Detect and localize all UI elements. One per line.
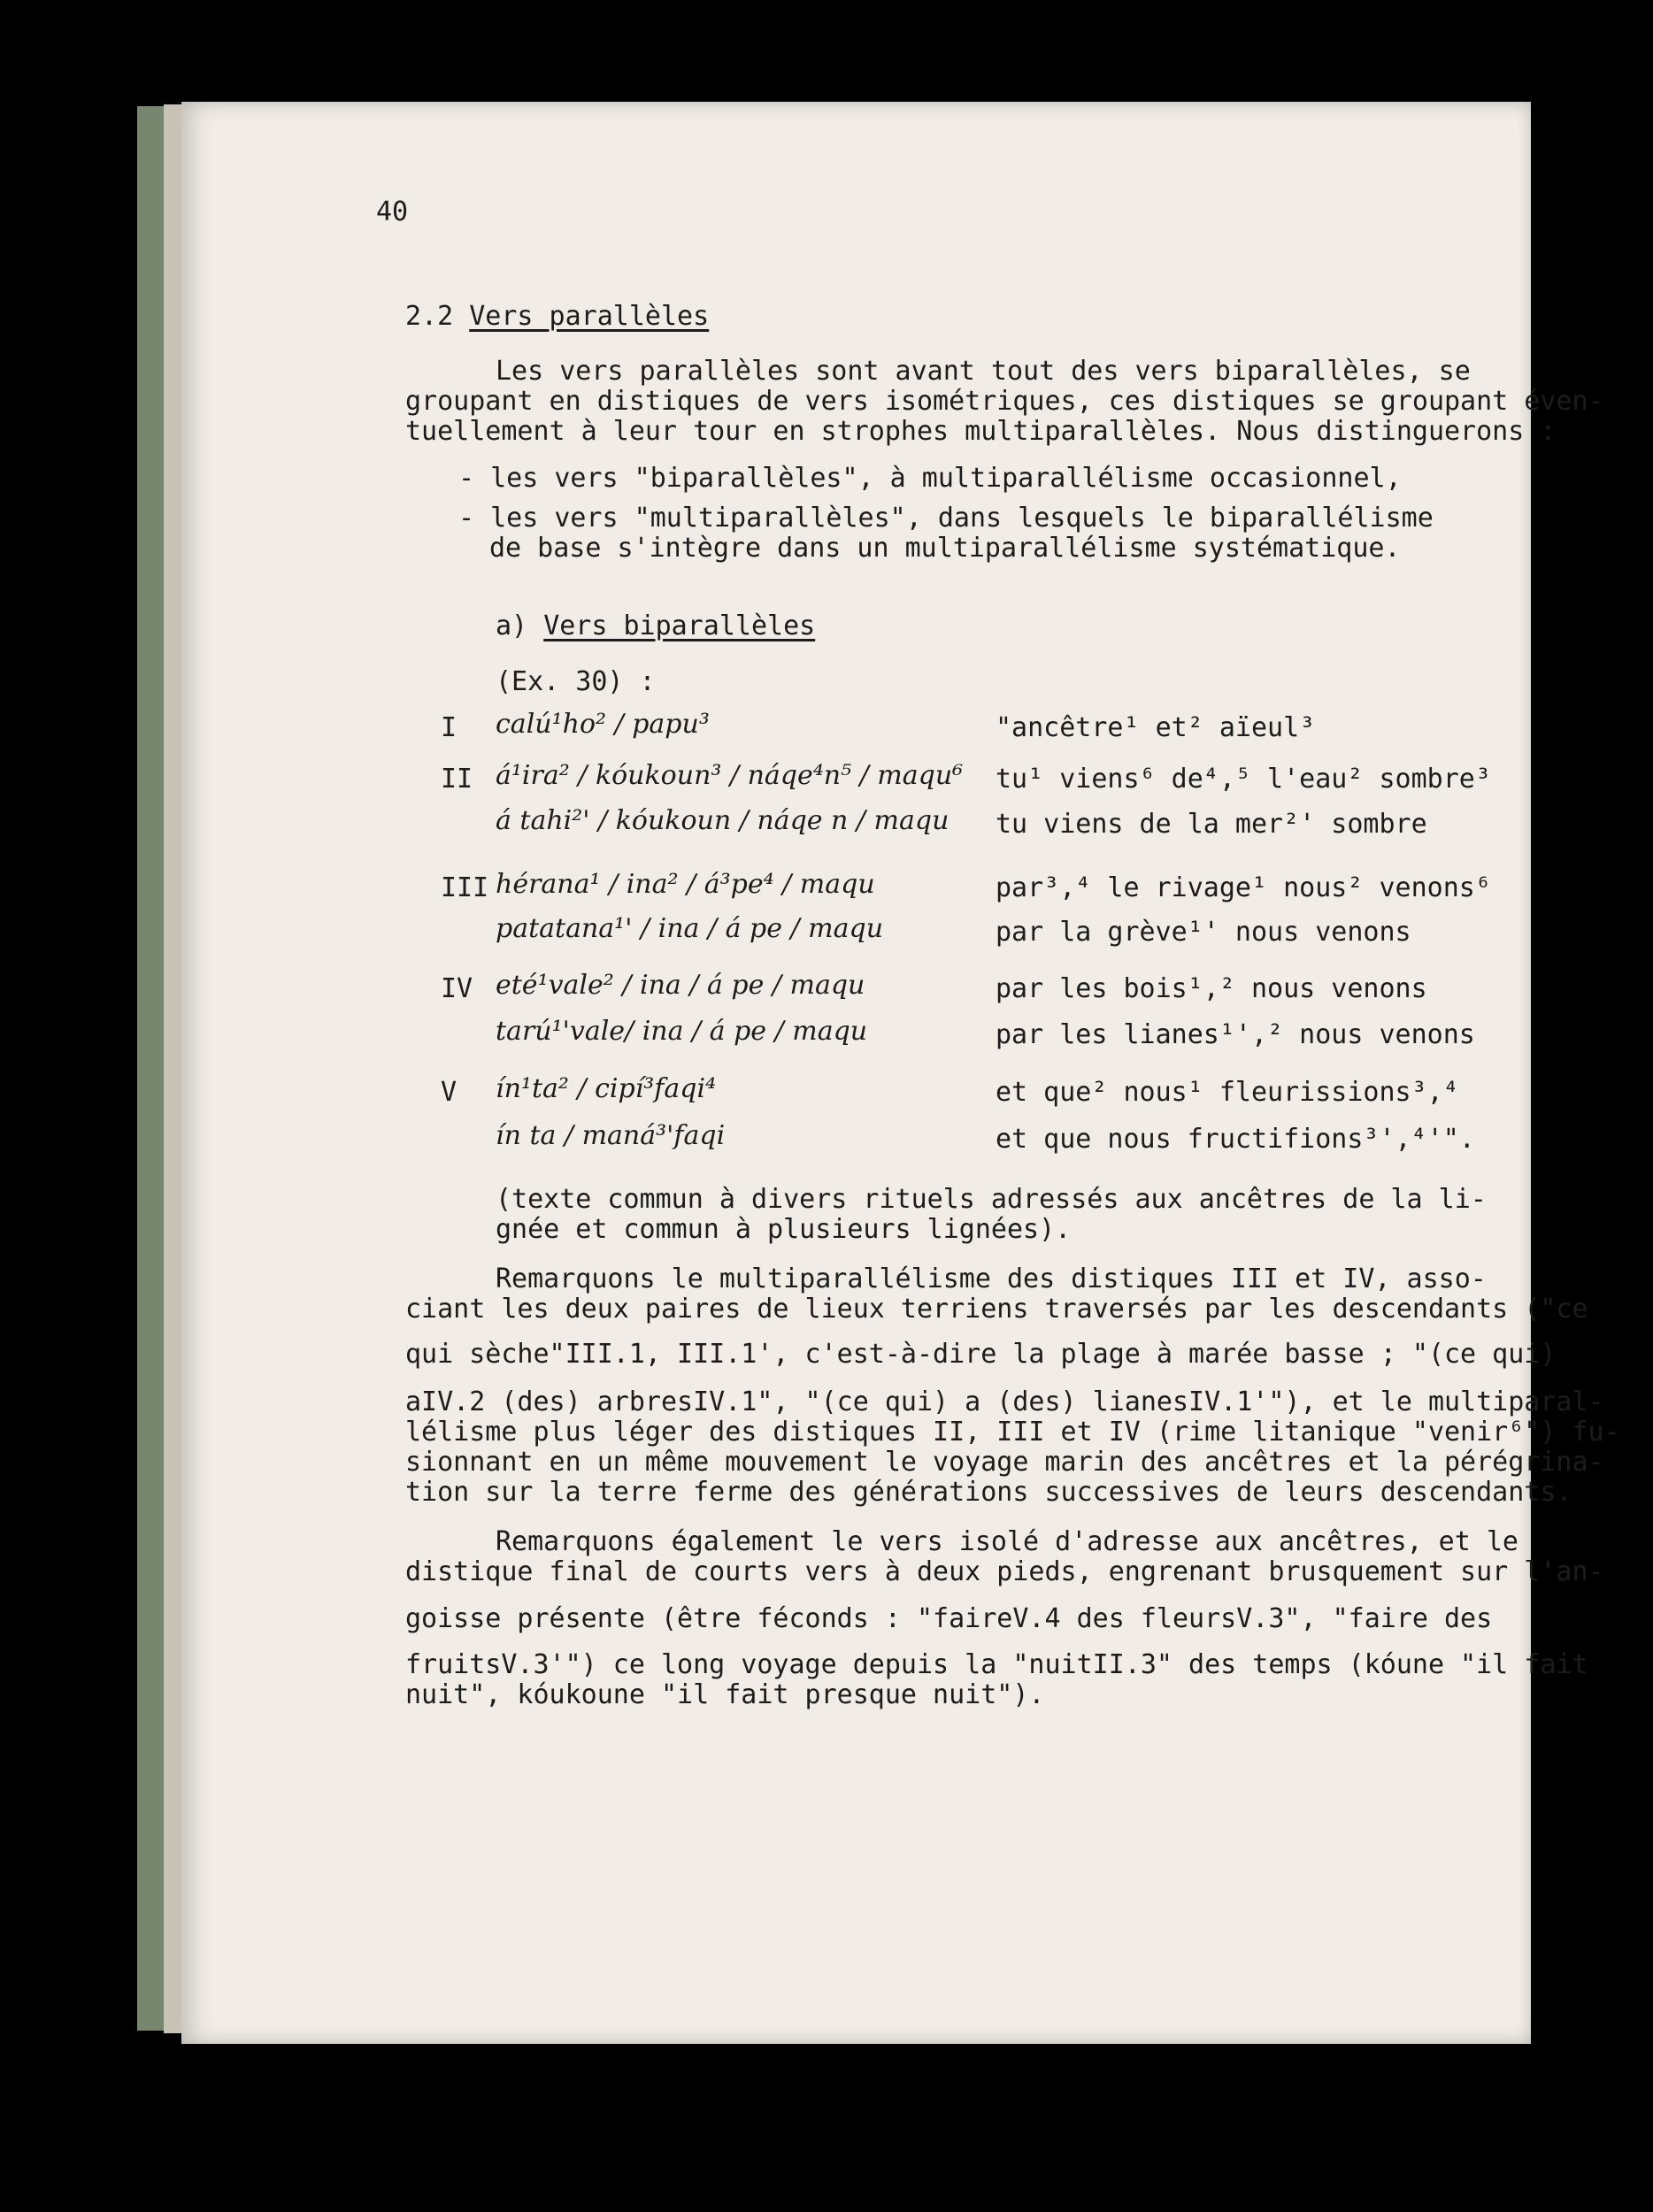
section-number: 2.2 (405, 301, 454, 332)
verse-line-translation: par les lianes¹',² nous venons (996, 1019, 1475, 1050)
subsection-title: Vers biparallèles (543, 611, 816, 641)
example-ref: (Ex. 30) : (496, 666, 656, 697)
paragraph-line: tion sur la terre ferme des générations successives de leurs descendants. (405, 1477, 1572, 1508)
intro-line: tuellement à leur tour en strophes multiparallèles. Nous distinguerons : (405, 416, 1557, 447)
paragraph-line: sionnant en un même mouvement le voyage marin des ancêtres et la pérégrina- (405, 1447, 1604, 1478)
verse-line-translation: par³,⁴ le rivage¹ nous² venons⁶ (996, 872, 1491, 903)
list-item: - les vers "biparallèles", à multiparallélisme occasionnel, (458, 463, 1402, 494)
verse-line-translation: par les bois¹,² nous venons (996, 973, 1427, 1004)
section-title: Vers parallèles (469, 301, 710, 332)
verse-line-lang: hérana¹ / ina² / á³pe⁴ / maqu (496, 869, 875, 900)
verse-line-lang: á tahi²' / kóukoun / náqe n / maqu (496, 805, 950, 836)
paragraph-line: qui sèche"III.1, III.1', c'est-à-dire la plage à marée basse ; "(ce qui) (405, 1339, 1557, 1370)
list-item: - les vers "multiparallèles", dans lesquels le biparallélisme (458, 503, 1434, 534)
paragraph-line: aIV.2 (des) arbresIV.1", "(ce qui) a (des) lianesIV.1'"), et le multiparal- (405, 1386, 1604, 1417)
verse-line-lang: eté¹vale² / ina / á pe / maqu (496, 970, 865, 1001)
intro-line: groupant en distiques de vers isométriques, ces distiques se groupant éven- (405, 386, 1604, 417)
verse-line-translation: et que nous fructifions³',⁴'". (996, 1124, 1475, 1155)
verse-line-translation: tu viens de la mer²' sombre (996, 809, 1427, 840)
paragraph-line: Remarquons le multiparallélisme des distiques III et IV, asso- (496, 1263, 1487, 1294)
verse-line-lang: tarú¹'vale/ ina / á pe / maqu (496, 1016, 868, 1047)
verse-line-lang: patatana¹' / ina / á pe / maqu (496, 913, 884, 944)
document-page (181, 102, 1620, 2044)
verse-line-translation: par la grève¹' nous venons (996, 917, 1411, 948)
verse-numeral: III (441, 872, 489, 903)
verse-numeral: I (441, 712, 457, 743)
page-number: 40 (376, 196, 409, 227)
paragraph-line: nuit", kóukoune "il fait presque nuit"). (405, 1679, 1045, 1710)
paragraph-line: distique final de courts vers à deux pieds, engrenant brusquement sur l'an- (405, 1556, 1604, 1587)
verse-line-lang: á¹ira² / kóukoun³ / náqe⁴n⁵ / maqu⁶ (496, 760, 964, 791)
verse-line-lang: ín ta / maná³'faqi (496, 1120, 726, 1151)
paragraph-line: ciant les deux paires de lieux terriens traversés par les descendants ("ce (405, 1294, 1588, 1325)
verse-numeral: V (441, 1077, 457, 1108)
paragraph-line: Remarquons également le vers isolé d'adresse aux ancêtres, et le (496, 1526, 1518, 1557)
verse-line-translation: tu¹ viens⁶ de⁴,⁵ l'eau² sombre³ (996, 764, 1491, 795)
paragraph-line: fruitsV.3'") ce long voyage depuis la "nuitII.3" des temps (kóune "il fait (405, 1649, 1588, 1680)
verse-line-translation: "ancêtre¹ et² aïeul³ (996, 712, 1316, 743)
paragraph-line: goisse présente (être féconds : "faireV.4 des fleursV.3", "faire des (405, 1603, 1493, 1634)
subsection-heading (496, 611, 815, 642)
verse-line-translation: et que² nous¹ fleurissions³,⁴ (996, 1077, 1459, 1108)
subsection-letter: a) (496, 611, 528, 641)
verse-numeral: IV (441, 973, 473, 1004)
verse-numeral: II (441, 764, 473, 795)
section-heading (405, 301, 709, 333)
verse-line-lang: calú¹ho² / papu³ (496, 709, 710, 740)
verse-line-lang: ín¹ta² / cipí³faqi⁴ (496, 1073, 717, 1104)
list-item-continuation: de base s'intègre dans un multiparallélisme systématique. (489, 533, 1401, 564)
intro-line: Les vers parallèles sont avant tout des vers biparallèles, se (496, 356, 1471, 387)
paragraph-line: lélisme plus léger des distiques II, III et IV (rime litanique "venir⁶") fu- (405, 1417, 1620, 1448)
source-note-line: (texte commun à divers rituels adressés aux ancêtres de la li- (496, 1184, 1487, 1215)
source-note-line: gnée et commun à plusieurs lignées). (496, 1214, 1072, 1245)
